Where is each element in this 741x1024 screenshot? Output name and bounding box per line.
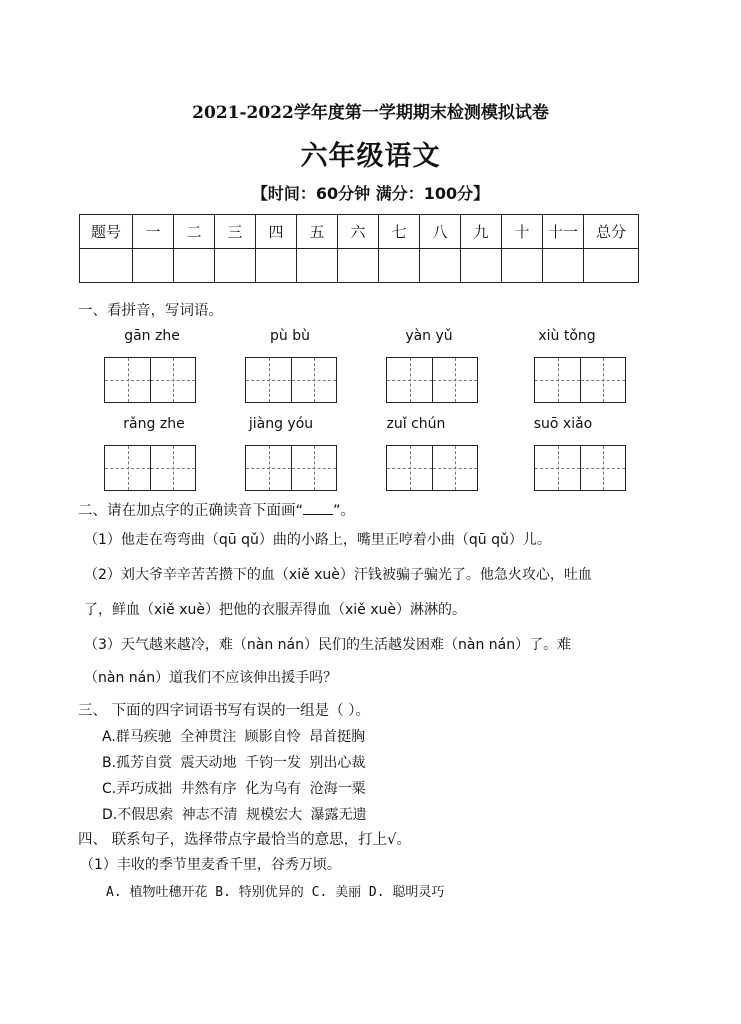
score-header-cell: 七 [379, 215, 420, 249]
q3-option: C.弄巧成拙 井然有序 化为乌有 沧海一粟 [102, 781, 366, 797]
pinyin-label: pù bù [270, 328, 310, 344]
score-cell[interactable] [379, 249, 420, 283]
score-cell[interactable] [80, 249, 133, 283]
score-cell[interactable] [297, 249, 338, 283]
answer-grid[interactable] [534, 445, 626, 491]
score-header-cell: 一 [133, 215, 174, 249]
score-table [79, 214, 639, 283]
score-cell[interactable] [502, 249, 543, 283]
score-cell[interactable] [215, 249, 256, 283]
score-cell[interactable] [543, 249, 584, 283]
q3-option: B.孤芳自赏 震天动地 千钧一发 别出心裁 [102, 755, 366, 771]
pinyin-label: xiù tǒng [538, 328, 596, 344]
q2-heading-end: ”。 [333, 503, 356, 519]
q4-line: （1）丰收的季节里麦香千里，谷秀万顷。 [80, 857, 341, 873]
score-cell[interactable] [338, 249, 379, 283]
score-cell[interactable] [461, 249, 502, 283]
score-table-header-row [80, 215, 639, 249]
score-header-cell: 题号 [80, 215, 133, 249]
q3-option: D.不假思索 神志不清 规模宏大 瀑露无遗 [102, 807, 367, 823]
answer-grid[interactable] [534, 357, 626, 403]
score-cell[interactable] [584, 249, 639, 283]
score-cell[interactable] [256, 249, 297, 283]
q2-heading [78, 499, 355, 520]
answer-grid[interactable] [386, 357, 478, 403]
q3-heading: 三、 下面的四字词语书写有误的一组是（ ）。 [78, 703, 370, 719]
answer-grid[interactable] [245, 445, 337, 491]
pinyin-label: rǎng zhe [123, 416, 185, 432]
score-header-cell: 四 [256, 215, 297, 249]
score-header-cell: 总分 [584, 215, 639, 249]
score-cell[interactable] [420, 249, 461, 283]
score-header-cell: 六 [338, 215, 379, 249]
subject-title: 六年级语文 [300, 141, 441, 172]
q3-option: A.群马疾驰 全神贯注 顾影自怜 昂首挺胸 [102, 729, 366, 745]
score-cell[interactable] [133, 249, 174, 283]
score-table-blank-row [80, 249, 639, 283]
score-header-cell: 八 [420, 215, 461, 249]
score-header-cell: 五 [297, 215, 338, 249]
score-header-cell: 二 [174, 215, 215, 249]
score-header-cell: 九 [461, 215, 502, 249]
pinyin-label: yàn yǔ [405, 328, 453, 344]
pinyin-label: gān zhe [124, 328, 180, 344]
q2-line: （1）他走在弯弯曲（qū qǔ）曲的小路上，嘴里正哼着小曲（qū qǔ）儿。 [84, 532, 551, 548]
answer-grid[interactable] [245, 357, 337, 403]
answer-grid[interactable] [104, 357, 196, 403]
score-header-cell: 十一 [543, 215, 584, 249]
underline-sample [303, 502, 333, 515]
exam-info: 【时间：60分钟 满分：100分】 [251, 184, 490, 203]
q2-line: （3）天气越来越冷，难（nàn nán）民们的生活越发困难（nàn nán）了。难 [84, 637, 572, 653]
pinyin-label: jiàng yóu [248, 416, 314, 432]
pinyin-label: zuǐ chún [386, 416, 446, 432]
answer-grid[interactable] [104, 445, 196, 491]
q2-line: 了，鲜血（xiě xuè）把他的衣服弄得血（xiě xuè）淋淋的。 [84, 602, 467, 618]
q2-line: （2）刘大爷辛辛苦苦攒下的血（xiě xuè）汗钱被骗子骗光了。他急火攻心，吐血 [84, 567, 592, 583]
score-cell[interactable] [174, 249, 215, 283]
exam-title: 2021-2022学年度第一学期期末检测模拟试卷 [192, 103, 549, 123]
q2-heading-text: 二、请在加点字的正确读音下面画“ [78, 503, 304, 519]
q4-heading: 四、 联系句子，选择带点字最恰当的意思，打上√。 [78, 832, 411, 848]
pinyin-label: suō xiǎo [533, 416, 593, 432]
q2-line: （nàn nán）道我们不应该伸出援手吗？ [84, 670, 338, 686]
score-header-cell: 三 [215, 215, 256, 249]
q1-heading: 一、看拼音，写词语。 [78, 303, 223, 319]
q4-options: A. 植物吐穗开花 B. 特别优异的 C. 美丽 D. 聪明灵巧 [106, 885, 445, 900]
answer-grid[interactable] [386, 445, 478, 491]
score-header-cell: 十 [502, 215, 543, 249]
